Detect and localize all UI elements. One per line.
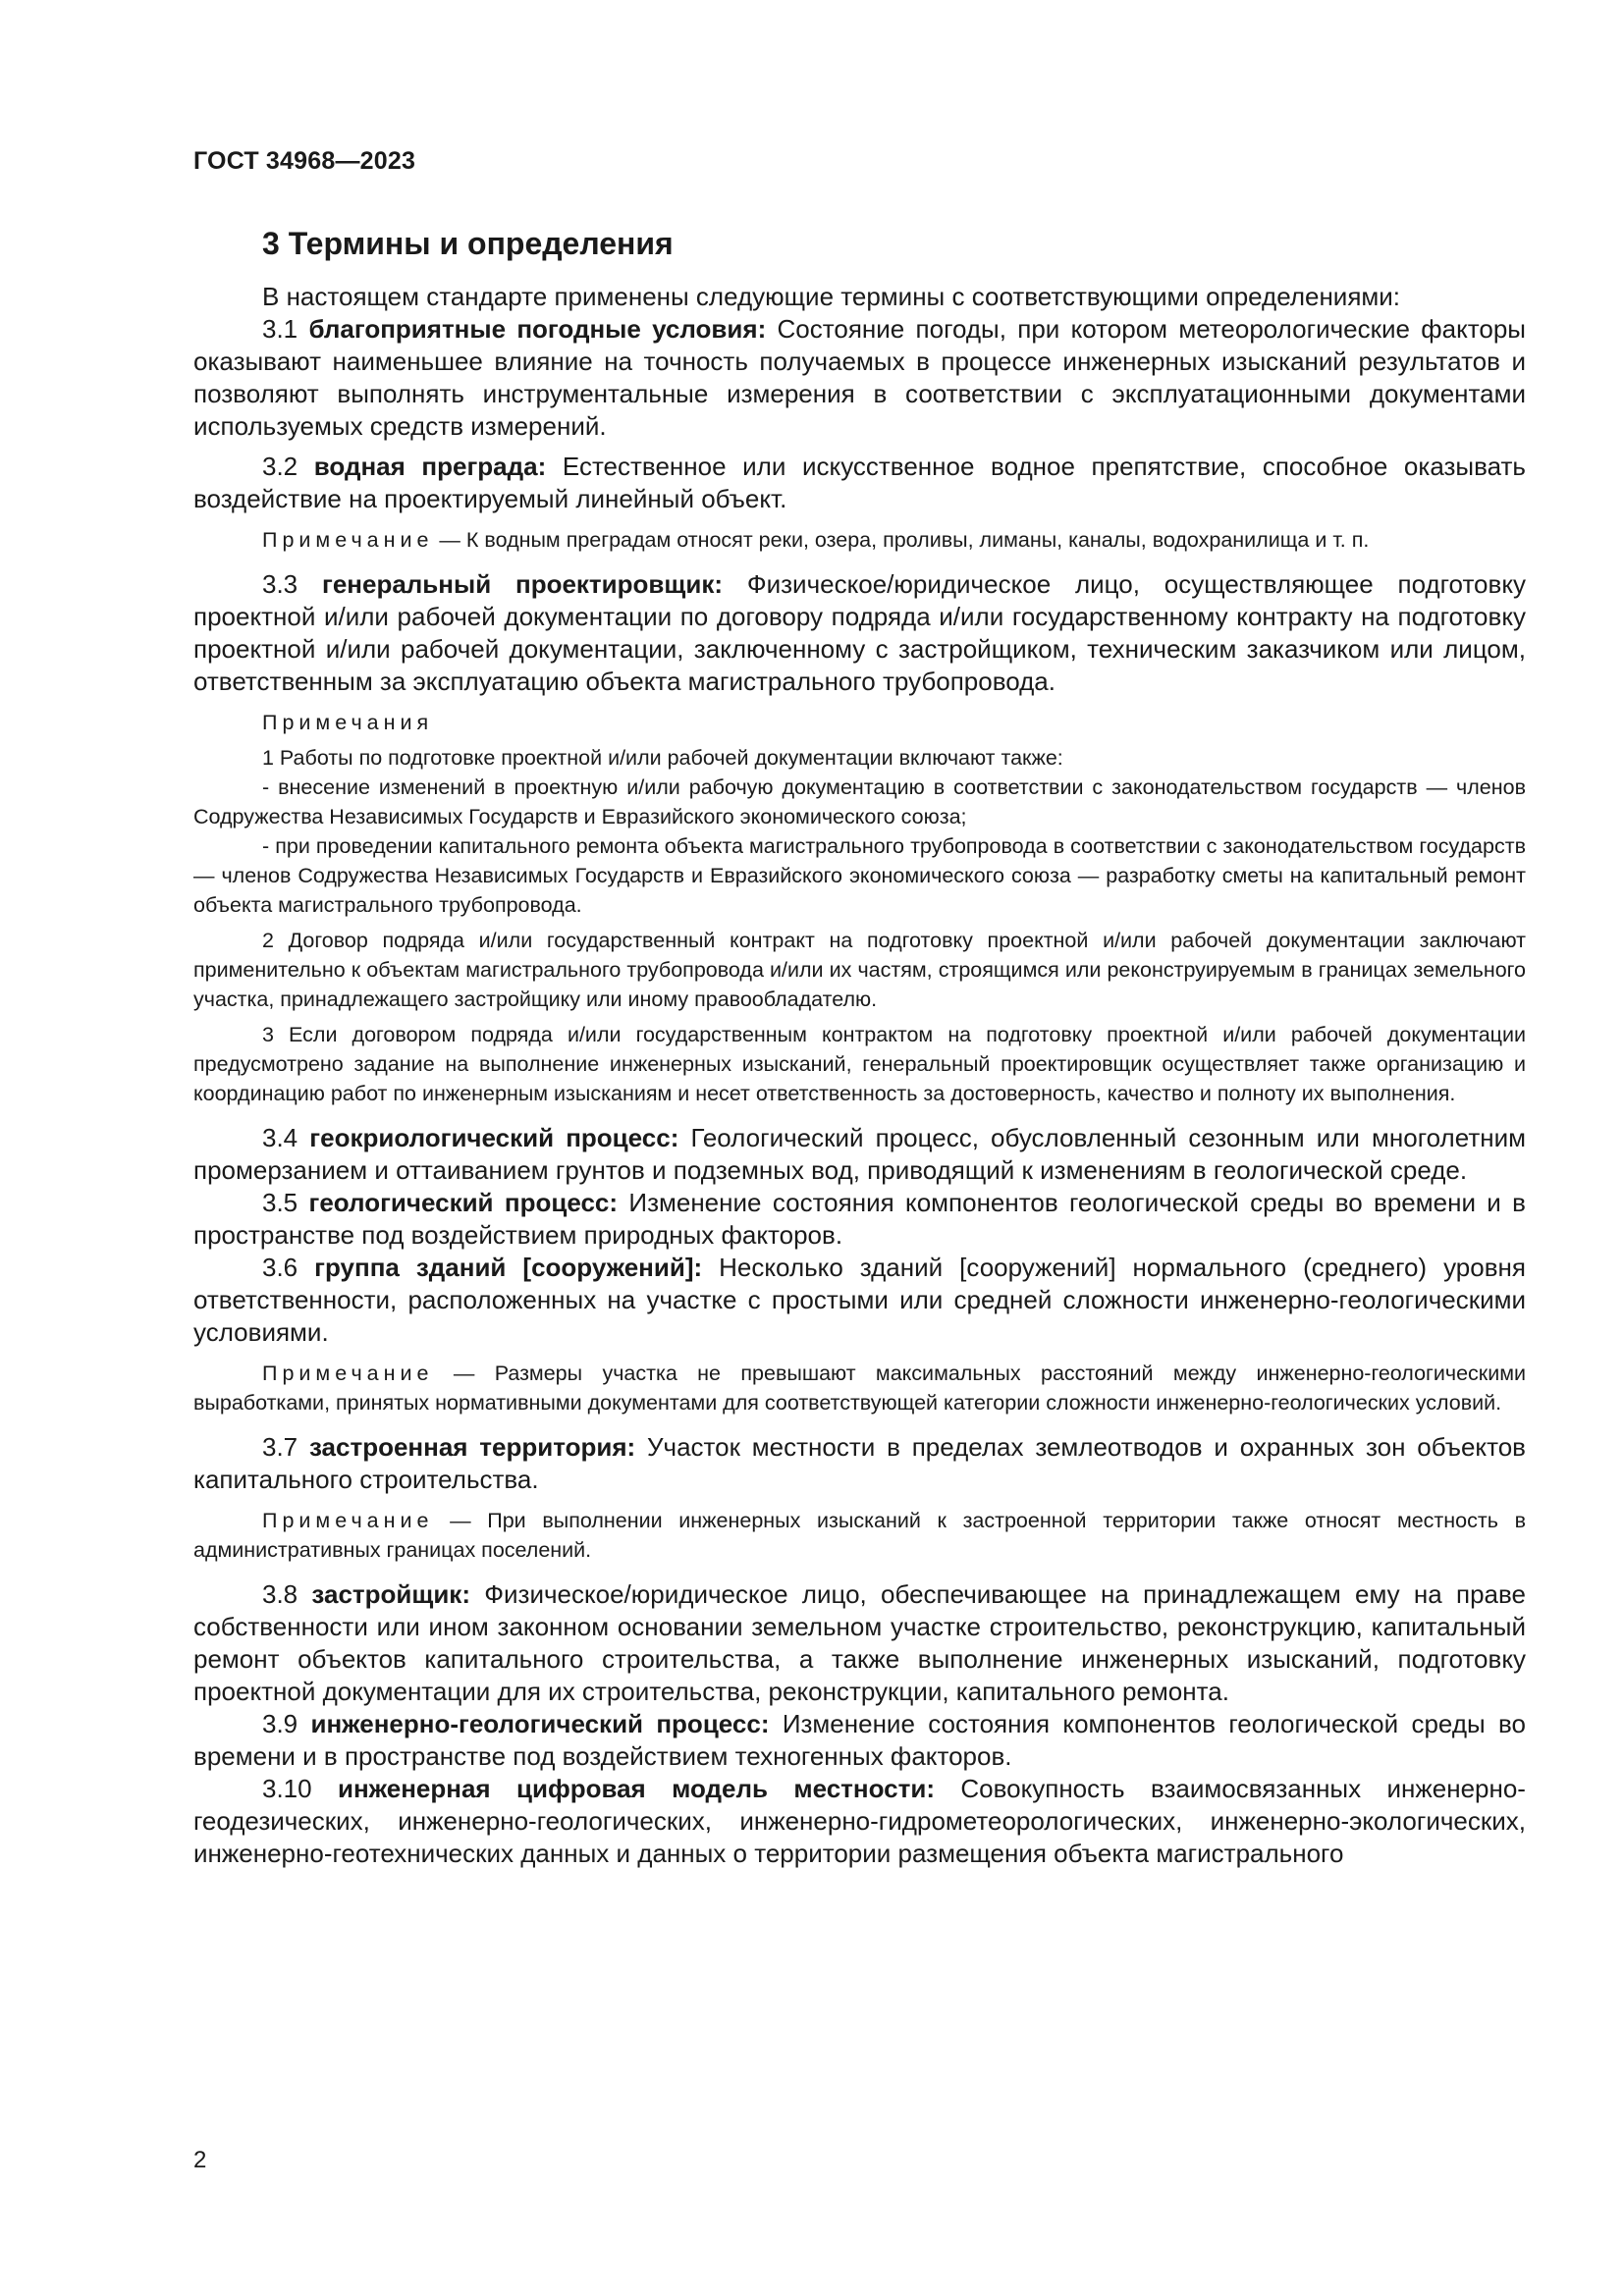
term-number: 3.2 <box>262 452 298 481</box>
note-item: 2 Договор подряда и/или государственный контракт на подготовку проектной и/или рабочей документации заключают применительно к объектам магистрального трубопровода и/или их частям, строящимся или реконструируемым в границах земельного участка, принадлежащего застройщику или иному правообладателю. <box>193 929 1526 1011</box>
note <box>193 525 1526 555</box>
term-definition: Геологический процесс, обусловленный сезонным или многолетним промерзанием и оттаиванием грунтов и подземных вод, приводящий к изменениям в геологической среде. <box>193 1123 1526 1185</box>
term-entry <box>193 1708 1526 1773</box>
term-name: геологический процесс: <box>308 1188 619 1217</box>
note-label: Примечания <box>262 711 434 734</box>
note-item: 1 Работы по подготовке проектной и/или рабочей документации включают также: <box>262 746 1063 770</box>
term-number: 3.5 <box>262 1188 298 1217</box>
term-number: 3.7 <box>262 1432 298 1462</box>
page-number: 2 <box>193 2147 207 2173</box>
note-text: — Размеры участка не превышают максимальных расстояний между инженерно-геологическими выработками, принятых нормативными документами для соответствующей категории сложности инженерно-геологических условий. <box>193 1362 1526 1415</box>
note-text: — При выполнении инженерных изысканий к застроенной территории также относят местность в административных границах поселений. <box>193 1509 1526 1562</box>
term-name: водная преграда: <box>313 452 547 481</box>
term-definition: Физическое/юридическое лицо, осуществляющее подготовку проектной и/или рабочей документации по договору подряда и/или государственному контракту на подготовку проектной и/или рабочей документации, заключенному с застройщиком, техническим заказчиком или лицом, ответственным за эксплуатацию объекта магистрального трубопровода. <box>193 569 1526 696</box>
note <box>193 1359 1526 1417</box>
term-entry <box>193 1431 1526 1496</box>
note-item: - при проведении капитального ремонта объекта магистрального трубопровода в соответствии с законодательством государств — членов Содружества Независимых Государств и Евразийского экономического союза — разработку сметы на капитальный ремонт объекта магистрального трубопровода. <box>193 834 1526 917</box>
term-number: 3.9 <box>262 1709 298 1738</box>
term-entry <box>193 313 1526 443</box>
term-name: благоприятные погодные условия: <box>308 314 767 344</box>
page-content <box>193 224 1526 1870</box>
term-definition: Изменение состояния компонентов геологической среды во времени и в пространстве под воздействием техногенных факторов. <box>193 1709 1526 1771</box>
term-entry <box>193 1252 1526 1349</box>
term-number: 3.4 <box>262 1123 298 1152</box>
term-definition: Участок местности в пределах землеотводов и охранных зон объектов капитального строительства. <box>193 1432 1526 1494</box>
term-definition: Несколько зданий [сооружений] нормального (среднего) уровня ответственности, расположенных на участке с простыми или средней сложности инженерно-геологическими условиями. <box>193 1253 1526 1347</box>
term-name: инженерная цифровая модель местности: <box>337 1774 935 1803</box>
term-name: генеральный проектировщик: <box>321 569 723 599</box>
term-name: геокриологический процесс: <box>309 1123 679 1152</box>
term-definition: Естественное или искусственное водное препятствие, способное оказывать воздействие на проектируемый линейный объект. <box>193 452 1526 513</box>
document-header: ГОСТ 34968—2023 <box>193 147 416 175</box>
term-number: 3.3 <box>262 569 298 599</box>
term-name: застройщик: <box>311 1579 470 1609</box>
term-name: инженерно-геологический процесс: <box>310 1709 770 1738</box>
note-item: 3 Если договором подряда и/или государственным контрактом на подготовку проектной и/или рабочей документации предусмотрено задание на выполнение инженерных изысканий, генеральный проектировщик осуществляет также организацию и координацию работ по инженерным изысканиям и несет ответственность за достоверность, качество и полноту их выполнения. <box>193 1023 1526 1105</box>
term-number: 3.6 <box>262 1253 298 1282</box>
term-entry <box>193 1773 1526 1870</box>
term-number: 3.10 <box>262 1774 312 1803</box>
term-definition: Изменение состояния компонентов геологической среды во времени и в пространстве под воздействием природных факторов. <box>193 1188 1526 1250</box>
term-entry <box>193 568 1526 698</box>
term-name: группа зданий [сооружений]: <box>314 1253 703 1282</box>
note <box>193 1506 1526 1565</box>
note-label: Примечание <box>262 1509 434 1532</box>
section-title: 3 Термины и определения <box>262 226 674 261</box>
term-entry <box>193 1187 1526 1252</box>
term-definition: Физическое/юридическое лицо, обеспечивающее на принадлежащем ему на праве собственности или ином законном основании земельном участке строительство, реконструкцию, капитальный ремонт объектов капитального строительства, а также выполнение инженерных изысканий, подготовку проектной документации для их строительства, реконструкции, капитального ремонта. <box>193 1579 1526 1706</box>
note-item: - внесение изменений в проектную и/или рабочую документацию в соответствии с законодательством государств — членов Содружества Независимых Государств и Евразийского экономического союза; <box>193 775 1526 828</box>
note-label: Примечание <box>262 528 434 552</box>
term-name: застроенная территория: <box>308 1432 636 1462</box>
term-entry <box>193 1122 1526 1187</box>
notes-heading <box>193 708 1526 737</box>
term-definition: Совокупность взаимосвязанных инженерно-геодезических, инженерно-геологических, инженерно-гидрометеорологических, инженерно-экологических, инженерно-геотехнических данных и данных о территории размещения объекта магистрального <box>193 1774 1526 1868</box>
term-number: 3.1 <box>262 314 298 344</box>
note-text: — К водным преградам относят реки, озера, проливы, лиманы, каналы, водохранилища и т. п. <box>433 528 1370 552</box>
note-label: Примечание <box>262 1362 434 1385</box>
term-number: 3.8 <box>262 1579 298 1609</box>
term-definition: Состояние погоды, при котором метеорологические факторы оказывают наименьшее влияние на точность получаемых в процессе инженерных изысканий результатов и позволяют выполнять инструментальные измерения в соответствии с эксплуатационными документами используемых средств измерений. <box>193 314 1526 441</box>
section-intro: В настоящем стандарте применены следующие термины с соответствующими определениями: <box>262 282 1401 311</box>
term-entry <box>193 1578 1526 1708</box>
term-entry <box>193 451 1526 515</box>
